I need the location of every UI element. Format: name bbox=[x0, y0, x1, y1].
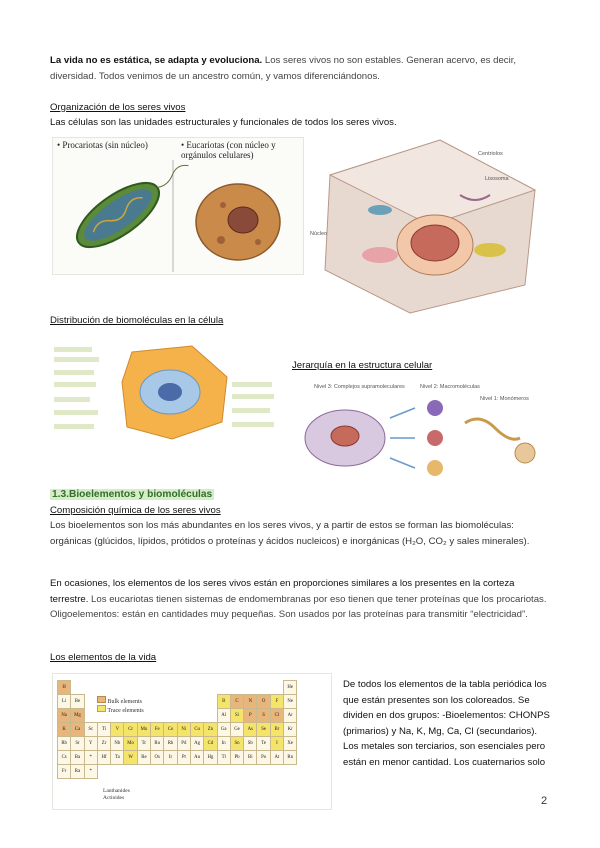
intro-rest: Los seres vivos no son estables. Generan acervo, es decir, diversidad. Todos venimos de un ancestro común, y vamos diferenciándonos. bbox=[50, 55, 517, 82]
section-subheading: Composición química de los seres vivos bbox=[50, 505, 221, 516]
element-cell bbox=[257, 765, 270, 779]
element-cell: Ir bbox=[164, 751, 177, 765]
element-cell: Xe bbox=[284, 737, 297, 751]
element-cell: Rh bbox=[164, 737, 177, 751]
element-cell: Li bbox=[58, 695, 71, 709]
element-cell bbox=[84, 681, 97, 695]
jerarquia-level-2: Nivel 2: Macromoléculas bbox=[420, 384, 480, 390]
element-cell bbox=[151, 681, 164, 695]
element-cell: Cl bbox=[270, 709, 283, 723]
element-cell: C bbox=[230, 695, 243, 709]
element-cell: S bbox=[257, 709, 270, 723]
element-cell bbox=[230, 765, 243, 779]
element-cell: In bbox=[217, 737, 230, 751]
periodic-table bbox=[57, 680, 297, 779]
element-cell: Zr bbox=[97, 737, 110, 751]
element-cell: Ru bbox=[151, 737, 164, 751]
element-cell bbox=[190, 695, 203, 709]
element-cell: Os bbox=[151, 751, 164, 765]
organizacion-heading: Organización de los seres vivos bbox=[50, 102, 186, 113]
element-cell bbox=[137, 765, 150, 779]
element-cell bbox=[164, 765, 177, 779]
element-cell: Hf bbox=[97, 751, 110, 765]
element-cell: Zn bbox=[204, 723, 217, 737]
element-cell: K bbox=[58, 723, 71, 737]
element-cell: Cs bbox=[58, 751, 71, 765]
element-cell bbox=[204, 681, 217, 695]
organizacion-text: Las células son las unidades estructurales y funcionales de todos los seres vivos. bbox=[50, 117, 397, 128]
jerarquia-level-3: Nivel 3: Complejos supramoleculares bbox=[314, 384, 405, 390]
intro-bold: La vida no es estática, se adapta y evoluciona. bbox=[50, 55, 263, 66]
element-cell: Kr bbox=[284, 723, 297, 737]
element-cell: Au bbox=[190, 751, 203, 765]
element-cell: Rn bbox=[284, 751, 297, 765]
element-cell bbox=[244, 681, 257, 695]
element-cell: Ra bbox=[71, 765, 84, 779]
prokaryote-cell bbox=[67, 160, 200, 259]
elementos-side-text: De todos los elementos de la tabla periódica los que están presentes son los coloreados. Se dividen en dos grupos: -Bioelementos: CHONPS (primarios) y Na, K, Mg, Ca, Cl (secundarios). Los metales son terciarios, son esenciales pero están en menor cantidad. Los cuaternarios solo bbox=[343, 679, 550, 768]
element-cell bbox=[190, 765, 203, 779]
element-cell: Ni bbox=[177, 723, 190, 737]
element-cell: Cu bbox=[190, 723, 203, 737]
element-cell: Rb bbox=[58, 737, 71, 751]
element-cell: * bbox=[84, 751, 97, 765]
element-cell: Si bbox=[230, 709, 243, 723]
element-cell bbox=[151, 765, 164, 779]
section-paragraph-1: Los bioelementos son los más abundantes en los seres vivos, y a partir de estos se forman las biomoléculas: orgánicas (glúcidos, lípidos, prótidos o proteínas y ácidos nucleicos) e inorgánicas (H₂O, CO₂ y sales minerales). bbox=[50, 520, 530, 547]
element-cell: V bbox=[111, 723, 124, 737]
element-cell: Ta bbox=[111, 751, 124, 765]
element-cell bbox=[270, 765, 283, 779]
element-cell: Mo bbox=[124, 737, 137, 751]
element-cell: Al bbox=[217, 709, 230, 723]
element-cell: Re bbox=[137, 751, 150, 765]
element-cell: Pt bbox=[177, 751, 190, 765]
periodic-row bbox=[58, 723, 297, 737]
element-cell bbox=[97, 681, 110, 695]
periodic-row bbox=[58, 681, 297, 695]
element-cell: Mg bbox=[71, 709, 84, 723]
distribucion-heading: Distribución de biomoléculas en la célula bbox=[50, 315, 224, 326]
element-cell: Ba bbox=[71, 751, 84, 765]
element-cell bbox=[124, 681, 137, 695]
page-number: 2 bbox=[541, 795, 548, 807]
element-cell: Ne bbox=[284, 695, 297, 709]
element-cell bbox=[164, 695, 177, 709]
element-cell: Sb bbox=[244, 737, 257, 751]
element-cell bbox=[177, 765, 190, 779]
element-cell bbox=[217, 765, 230, 779]
element-cell: Te bbox=[257, 737, 270, 751]
element-cell bbox=[164, 681, 177, 695]
element-cell: Ag bbox=[190, 737, 203, 751]
legend-trace: Trace elements bbox=[97, 705, 144, 714]
element-cell: Cr bbox=[124, 723, 137, 737]
element-cell bbox=[217, 681, 230, 695]
element-cell: Fr bbox=[58, 765, 71, 779]
element-cell bbox=[190, 709, 203, 723]
element-cell: Ti bbox=[97, 723, 110, 737]
eukaryote-cell bbox=[196, 184, 280, 260]
element-cell bbox=[137, 681, 150, 695]
jerarquia-figure bbox=[300, 378, 550, 480]
biomolecule-figure bbox=[52, 342, 278, 442]
biomolecule-illustration bbox=[52, 342, 278, 442]
section-paragraph-2: En ocasiones, los elementos de los seres vivos están en proporciones similares a los presentes en la corteza terrestre. Los eucariotas tienen sistemas de endomembranas por eso tienen que tener proteínas que los procariotas. Oligoelementos: están en cantidades muy pequeñas. Son usados por las proteínas para transmitir “electricidad”. bbox=[50, 578, 547, 620]
element-cell: B bbox=[217, 695, 230, 709]
element-cell: Br bbox=[270, 723, 283, 737]
element-cell: Cd bbox=[204, 737, 217, 751]
element-cell: Pd bbox=[177, 737, 190, 751]
element-cell: Ga bbox=[217, 723, 230, 737]
element-cell: Tc bbox=[137, 737, 150, 751]
element-cell bbox=[151, 695, 164, 709]
periodic-row bbox=[58, 765, 297, 779]
element-cell: He bbox=[284, 681, 297, 695]
element-cell: Ca bbox=[71, 723, 84, 737]
element-cell: F bbox=[270, 695, 283, 709]
svg-text:Núcleo: Núcleo bbox=[310, 231, 328, 237]
element-cell bbox=[177, 681, 190, 695]
element-cell: Bi bbox=[244, 751, 257, 765]
element-cell bbox=[204, 695, 217, 709]
jerarquia-illustration bbox=[300, 378, 550, 480]
element-cell: Ar bbox=[284, 709, 297, 723]
element-cell bbox=[284, 765, 297, 779]
element-cell: W bbox=[124, 751, 137, 765]
element-cell: Tl bbox=[217, 751, 230, 765]
element-cell bbox=[257, 681, 270, 695]
elementos-heading: Los elementos de la vida bbox=[50, 652, 157, 663]
element-cell: Nb bbox=[111, 737, 124, 751]
element-cell: O bbox=[257, 695, 270, 709]
svg-text:Lisosoma: Lisosoma bbox=[485, 176, 509, 182]
element-cell bbox=[84, 709, 97, 723]
element-cell bbox=[164, 709, 177, 723]
element-cell: Na bbox=[58, 709, 71, 723]
periodic-row bbox=[58, 751, 297, 765]
legend bbox=[97, 696, 144, 714]
element-cell: Sr bbox=[71, 737, 84, 751]
cell-types-figure bbox=[52, 137, 304, 275]
element-cell: At bbox=[270, 751, 283, 765]
element-cell bbox=[177, 695, 190, 709]
element-cell: Fe bbox=[151, 723, 164, 737]
element-cell bbox=[230, 681, 243, 695]
animal-cell-figure bbox=[310, 135, 550, 317]
legend-bulk: Bulk elements bbox=[97, 696, 144, 705]
periodic-row bbox=[58, 695, 297, 709]
element-cell: Ge bbox=[230, 723, 243, 737]
section-title: 1.3.Bioelementos y biomoléculas bbox=[52, 489, 213, 500]
element-cell bbox=[177, 709, 190, 723]
element-cell: P bbox=[244, 709, 257, 723]
element-cell: Mn bbox=[137, 723, 150, 737]
element-cell: I bbox=[270, 737, 283, 751]
lanthanide-legend: Lanthanides Actinides bbox=[103, 788, 130, 801]
element-cell: N bbox=[244, 695, 257, 709]
jerarquia-level-1: Nivel 1: Monómeros bbox=[480, 396, 529, 402]
element-cell bbox=[84, 695, 97, 709]
element-cell: Hg bbox=[204, 751, 217, 765]
element-cell bbox=[204, 765, 217, 779]
periodic-table-figure bbox=[52, 673, 332, 810]
element-cell: * bbox=[84, 765, 97, 779]
element-cell bbox=[71, 681, 84, 695]
element-cell bbox=[111, 681, 124, 695]
jerarquia-heading: Jerarquía en la estructura celular bbox=[292, 360, 433, 371]
animal-cell-illustration bbox=[310, 135, 550, 317]
element-cell: Sn bbox=[230, 737, 243, 751]
element-cell: Y bbox=[84, 737, 97, 751]
element-cell: Co bbox=[164, 723, 177, 737]
element-cell: Po bbox=[257, 751, 270, 765]
cell-types-illustration bbox=[53, 160, 303, 274]
element-cell bbox=[190, 681, 203, 695]
element-cell: H bbox=[58, 681, 71, 695]
element-cell bbox=[97, 765, 110, 779]
element-cell: Pb bbox=[230, 751, 243, 765]
element-cell: Sc bbox=[84, 723, 97, 737]
element-cell: Se bbox=[257, 723, 270, 737]
element-cell bbox=[204, 709, 217, 723]
element-cell: As bbox=[244, 723, 257, 737]
element-cell bbox=[270, 681, 283, 695]
element-cell bbox=[124, 765, 137, 779]
intro-paragraph bbox=[50, 53, 550, 84]
prokaryote-label: • Procariotas (sin núcleo) bbox=[57, 140, 148, 150]
element-cell bbox=[151, 709, 164, 723]
element-cell bbox=[111, 765, 124, 779]
periodic-row bbox=[58, 737, 297, 751]
eukaryote-label: • Eucariotas (con núcleo y orgánulos celulares) bbox=[181, 140, 276, 160]
element-cell bbox=[244, 765, 257, 779]
element-cell: Be bbox=[71, 695, 84, 709]
periodic-row bbox=[58, 709, 297, 723]
svg-text:Centriolos: Centriolos bbox=[478, 151, 503, 157]
